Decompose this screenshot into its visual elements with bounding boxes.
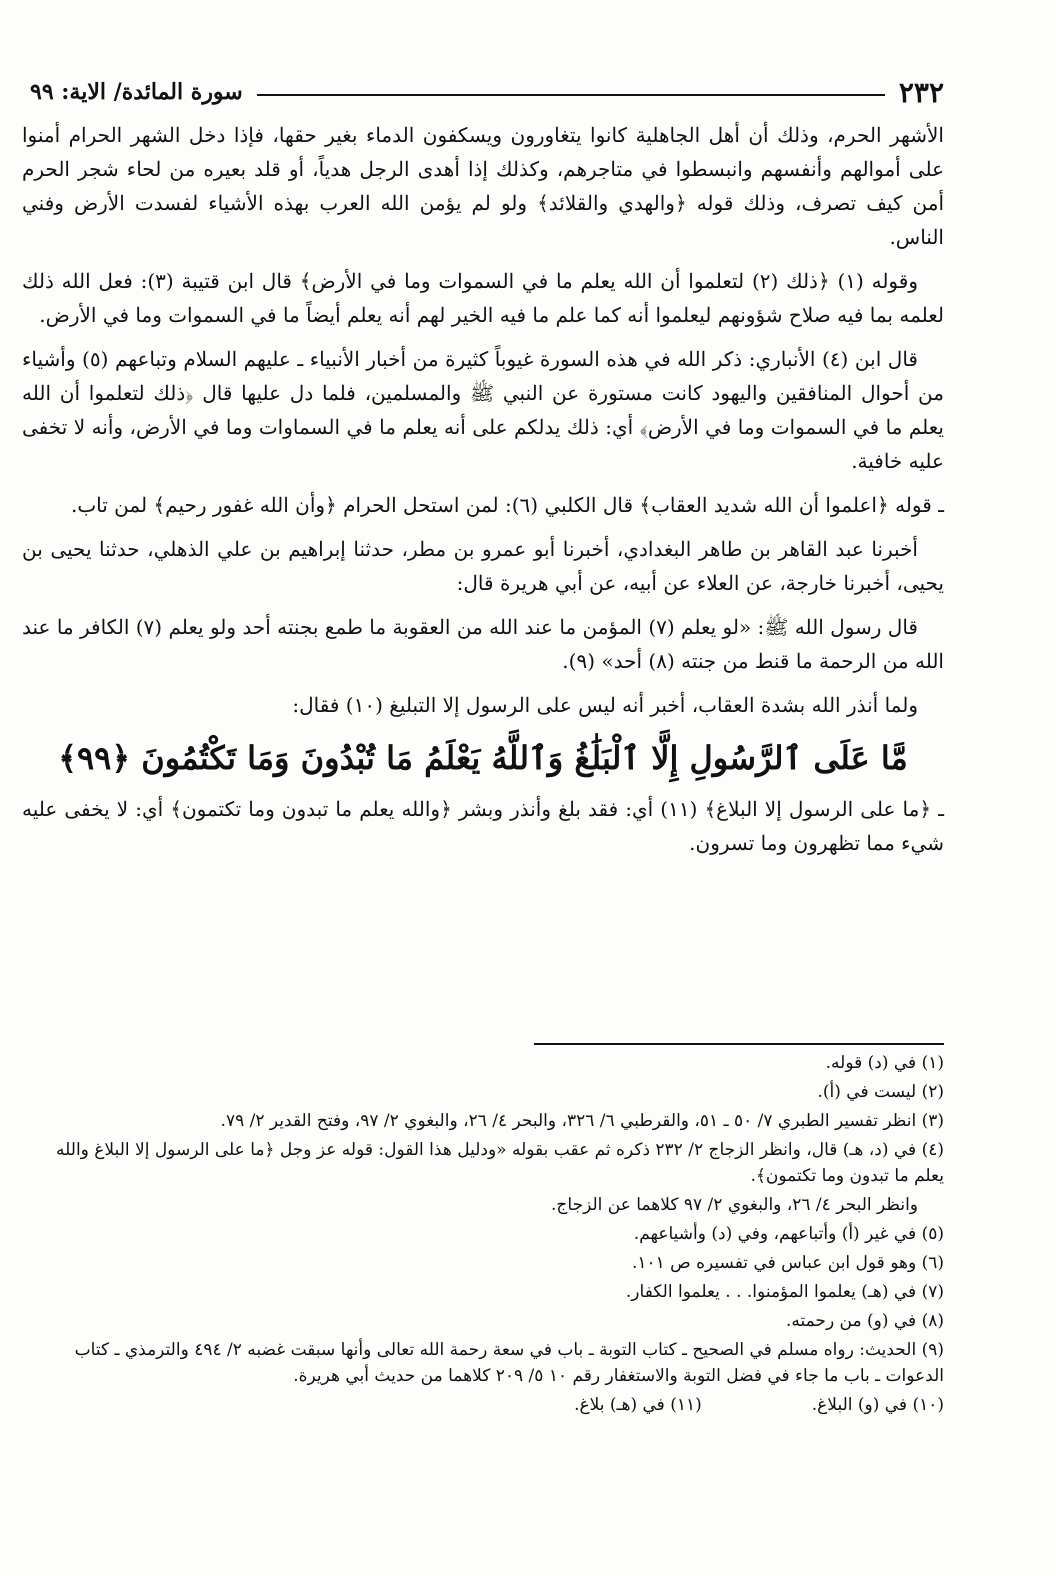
- footnote: (٢) ليست في (أ).: [817, 1082, 944, 1102]
- paragraph: ـ قوله ﴿اعلموا أن الله شديد العقاب﴾ قال الكلبي (٦): لمن استحل الحرام ﴿وأن الله غفور رحيم﴾ لمن تاب.: [70, 493, 944, 517]
- main-text: [22, 118, 944, 870]
- quran-verse: مَّا عَلَى ٱلرَّسُولِ إِلَّا ٱلْبَلَٰغُ وَٱللَّهُ يَعْلَمُ مَا تُبْدُونَ وَمَا تَكْتُمُونَ ﴿٩٩﴾: [58, 739, 908, 777]
- footnote: (٨) في (و) من رحمته.: [785, 1311, 944, 1331]
- paragraph: قال ابن (٤) الأنباري: ذكر الله في هذه السورة غيوباً كثيرة من أخبار الأنبياء ـ عليهم السلام وتباعهم (٥) وأشياء من أحوال المنافقين واليهود كانت مستورة عن النبي ﷺ والمسلمين، فلما دل عليها قال ﴿ذلك لتعلموا أن الله يعلم ما في السموات وما في الأرض﴾ أي: ذلك يدلكم على أنه يعلم ما في السماوات وما في الأرض، وأنه لا تخفى عليه خافية.: [22, 347, 944, 473]
- footnote: (٧) في (هـ) يعلموا المؤمنوا. . . يعلموا الكفار.: [625, 1282, 944, 1302]
- footnote: (٦) وهو قول ابن عباس في تفسيره ص ١٠١.: [631, 1253, 944, 1273]
- paragraph: قال رسول الله ﷺ: «لو يعلم (٧) المؤمن ما عند الله من العقوبة ما طمع بجنته أحد ولو يعلم (٧) الكافر ما عند الله من الرحمة ما قنط من جنته (٨) أحد» (٩).: [22, 615, 944, 673]
- footnote-divider: [534, 1043, 944, 1045]
- footnote-row: [22, 1392, 944, 1418]
- footnote: (١١) في (هـ) بلاغ.: [574, 1395, 702, 1415]
- paragraph: الأشهر الحرم، وذلك أن أهل الجاهلية كانوا يتغاورون ويسكفون الدماء بغير حقها، فإذا دخل الشهر الحرام أمنوا على أموالهم وأنفسهم وانبسطوا في متاجرهم، وكذلك إذا أهدى الرجل هدياً، أو قلد بعيره من لحاء شجر الحرم أمن كيف تصرف، وذلك قوله ﴿والهدي والقلائد﴾ ولو لم يؤمن الله العرب بهذه الأشياء لفسدت الأرض وفني الناس.: [22, 123, 944, 249]
- footnote: (٥) في غير (أ) وأتباعهم، وفي (د) وأشياعهم.: [633, 1224, 944, 1244]
- footnote: (٩) الحديث: رواه مسلم في الصحيح ـ كتاب التوبة ـ باب في سعة رحمة الله تعالى وأنها سبقت غضبه ٢/ ٤٩٤ والترمذي ـ كتاب الدعوات ـ باب ما جاء في فضل التوبة والاستغفار رقم ١٠ ٥/ ٢٠٩ كلاهما من حديث أبي هريرة.: [74, 1340, 944, 1386]
- footnote: وانظر البحر ٤/ ٢٦، والبغوي ٢/ ٩٧ كلاهما عن الزجاج.: [551, 1195, 918, 1215]
- page-header: [30, 74, 944, 110]
- surah-reference: سورة المائدة/ الاية: ٩٩: [30, 79, 243, 105]
- paragraph: ولما أنذر الله بشدة العقاب، أخبر أنه ليس على الرسول إلا التبليغ (١٠) فقال:: [292, 693, 918, 717]
- paragraph: ـ ﴿ما على الرسول إلا البلاغ﴾ (١١) أي: فقد بلغ وأنذر وبشر ﴿والله يعلم ما تبدون وما تكتمون﴾ أي: لا يخفى عليه شيء مما تظهرون وما تسرون.: [22, 797, 944, 855]
- footnote: (٣) انظر تفسير الطبري ٧/ ٥٠ ـ ٥١، والقرطبي ٦/ ٣٢٦، والبحر ٤/ ٢٦، والبغوي ٢/ ٩٧، وفتح القدير ٢/ ٧٩.: [220, 1111, 944, 1131]
- paragraph: أخبرنا عبد القاهر بن طاهر البغدادي، أخبرنا أبو عمرو بن مطر، حدثنا إبراهيم بن علي الذهلي، حدثنا يحيى بن يحيى، أخبرنا خارجة، عن العلاء عن أبيه، عن أبي هريرة قال:: [22, 537, 944, 595]
- footnote: (١) في (د) قوله.: [825, 1053, 944, 1073]
- footnotes: [22, 1050, 944, 1421]
- page-number: ٢٣٢: [898, 75, 944, 109]
- footnote: (٤) في (د، هـ) قال، وانظر الزجاج ٢/ ٢٣٢ ذكره ثم عقب بقوله «ودليل هذا القول: قوله عز وجل ﴿ما على الرسول إلا البلاغ والله يعلم ما تبدون وما تكتمون﴾.: [56, 1140, 944, 1186]
- footnote: (١٠) في (و) البلاغ.: [811, 1395, 944, 1415]
- paragraph: وقوله (١) ﴿ذلك (٢) لتعلموا أن الله يعلم ما في السموات وما في الأرض﴾ قال ابن قتيبة (٣): فعل الله ذلك لعلمه بما فيه صلاح شؤونهم ليعلموا أنه كما علم ما فيه الخير لهم أنه يعلم أيضاً ما في السموات وما في الأرض.: [22, 269, 944, 327]
- header-rule: [257, 94, 885, 96]
